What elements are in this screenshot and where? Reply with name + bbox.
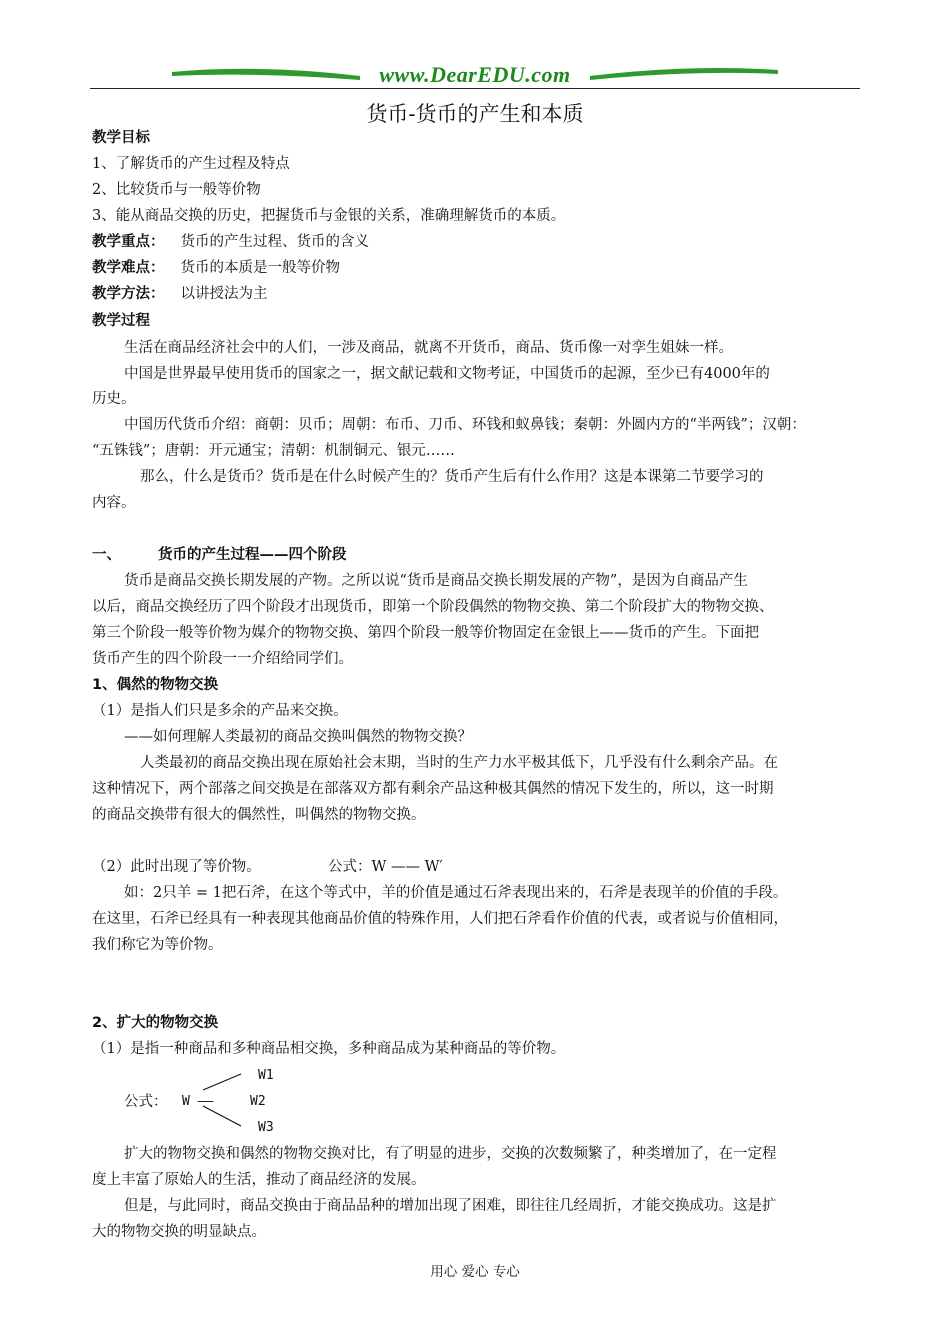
paragraph-line: 人类最初的商品交换出现在原始社会末期，当时的生产力水平极其低下，几乎没有什么剩余产品。在 bbox=[140, 755, 778, 771]
goal-item: 3、能从商品交换的历史，把握货币与金银的关系，准确理解货币的本质。 bbox=[92, 208, 566, 224]
paragraph-line: 以后，商品交换经历了四个阶段才出现货币，即第一个阶段偶然的物物交换、第二个阶段扩大的物物交换、 bbox=[92, 599, 774, 615]
section-number: 一、 bbox=[92, 547, 121, 563]
formula-w: W —— bbox=[182, 1094, 214, 1109]
paragraph-line: 在这里，石斧已经具有一种表现其他商品价值的特殊作用，人们把石斧看作价值的代表，或者说与价值相同， bbox=[92, 911, 788, 927]
formula-branch-lines bbox=[195, 1070, 255, 1130]
stage-heading: 1、偶然的物物交换 bbox=[92, 677, 219, 693]
header-divider bbox=[90, 88, 860, 89]
page-title: 货币-货币的产生和本质 bbox=[366, 102, 584, 126]
formula-w2: W2 bbox=[250, 1094, 266, 1109]
paragraph-line: ——如何理解人类最初的商品交换叫偶然的物物交换？ bbox=[124, 729, 472, 745]
section-title: 货币的产生过程——四个阶段 bbox=[158, 547, 347, 563]
paragraph-line: 大的物物交换的明显缺点。 bbox=[92, 1224, 266, 1240]
paragraph-line: 但是，与此同时，商品交换由于商品品种的增加出现了困难，即往往几经周折，才能交换成功。这是扩 bbox=[124, 1198, 777, 1214]
site-logo[interactable]: www.DearEDU.com bbox=[379, 62, 571, 87]
paragraph-line: 扩大的物物交换和偶然的物物交换对比，有了明显的进步，交换的次数频繁了，种类增加了，在一定程 bbox=[124, 1146, 777, 1162]
paragraph-line: 如：2只羊 = 1把石斧，在这个等式中，羊的价值是通过石斧表现出来的，石斧是表现羊的价值的手段。 bbox=[124, 885, 788, 901]
goal-item: 1、了解货币的产生过程及特点 bbox=[92, 156, 290, 172]
difficulty-label: 教学难点： bbox=[92, 260, 165, 276]
formula-label: 公式： bbox=[124, 1094, 168, 1110]
paragraph-line: 那么，什么是货币？货币是在什么时候产生的？货币产生后有什么作用？这是本课第二节要学习的 bbox=[140, 469, 764, 485]
paragraph-line: 的商品交换带有很大的偶然性，叫偶然的物物交换。 bbox=[92, 807, 426, 823]
difficulty-text: 货币的本质是一般等价物 bbox=[180, 260, 340, 276]
paragraph-line: 货币是商品交换长期发展的产物。之所以说“货币是商品交换长期发展的产物”，是因为自商品产生 bbox=[124, 573, 748, 589]
goals-heading: 教学目标 bbox=[92, 130, 150, 146]
method-label: 教学方法： bbox=[92, 286, 165, 302]
paragraph-line: 内容。 bbox=[92, 495, 136, 511]
key-point-text: 货币的产生过程、货币的含义 bbox=[180, 234, 369, 250]
goal-item: 2、比较货币与一般等价物 bbox=[92, 182, 261, 198]
paragraph-line: 第三个阶段一般等价物为媒介的物物交换、第四个阶段一般等价物固定在金银上——货币的产生。下面把 bbox=[92, 625, 759, 641]
paragraph-line: （1）是指一种商品和多种商品相交换，多种商品成为某种商品的等价物。 bbox=[92, 1041, 566, 1057]
paragraph-line: 中国是世界最早使用货币的国家之一，据文献记载和文物考证，中国货币的起源，至少已有4000年的 bbox=[124, 366, 770, 382]
paragraph-line: （1）是指人们只是多余的产品来交换。 bbox=[92, 703, 348, 719]
formula-text: 公式：W —— W′ bbox=[328, 859, 443, 875]
method-row bbox=[92, 284, 268, 304]
stage-heading: 2、扩大的物物交换 bbox=[92, 1015, 219, 1031]
paragraph-line: （2）此时出现了等价物。 bbox=[92, 859, 261, 875]
key-point-label: 教学重点： bbox=[92, 234, 165, 250]
key-point-row bbox=[92, 232, 369, 252]
formula-w1: W1 bbox=[258, 1068, 274, 1083]
paragraph-line: 货币产生的四个阶段一一介绍给同学们。 bbox=[92, 651, 353, 667]
paragraph-line: 我们称它为等价物。 bbox=[92, 937, 223, 953]
formula-w3: W3 bbox=[258, 1120, 274, 1135]
paragraph-line: 历史。 bbox=[92, 391, 136, 407]
method-text: 以讲授法为主 bbox=[180, 286, 268, 302]
difficulty-row bbox=[92, 258, 340, 278]
paragraph-line: “五铢钱”；唐朝：开元通宝；清朝：机制铜元、银元…… bbox=[92, 443, 455, 459]
paragraph-line: 中国历代货币介绍：商朝：贝币；周朝：布币、刀币、环钱和蚁鼻钱；秦朝：外圆内方的“半两钱”；汉朝： bbox=[124, 417, 806, 433]
process-heading: 教学过程 bbox=[92, 313, 150, 329]
page-footer: 用心 爱心 专心 bbox=[430, 1264, 520, 1280]
paragraph-line: 这种情况下，两个部落之间交换是在部落双方都有剩余产品这种极其偶然的情况下发生的，所以，这一时期 bbox=[92, 781, 774, 797]
paragraph-line: 生活在商品经济社会中的人们，一涉及商品，就离不开货币，商品、货币像一对孪生姐妹一样。 bbox=[124, 340, 733, 356]
paragraph-line: 度上丰富了原始人的生活，推动了商品经济的发展。 bbox=[92, 1172, 426, 1188]
